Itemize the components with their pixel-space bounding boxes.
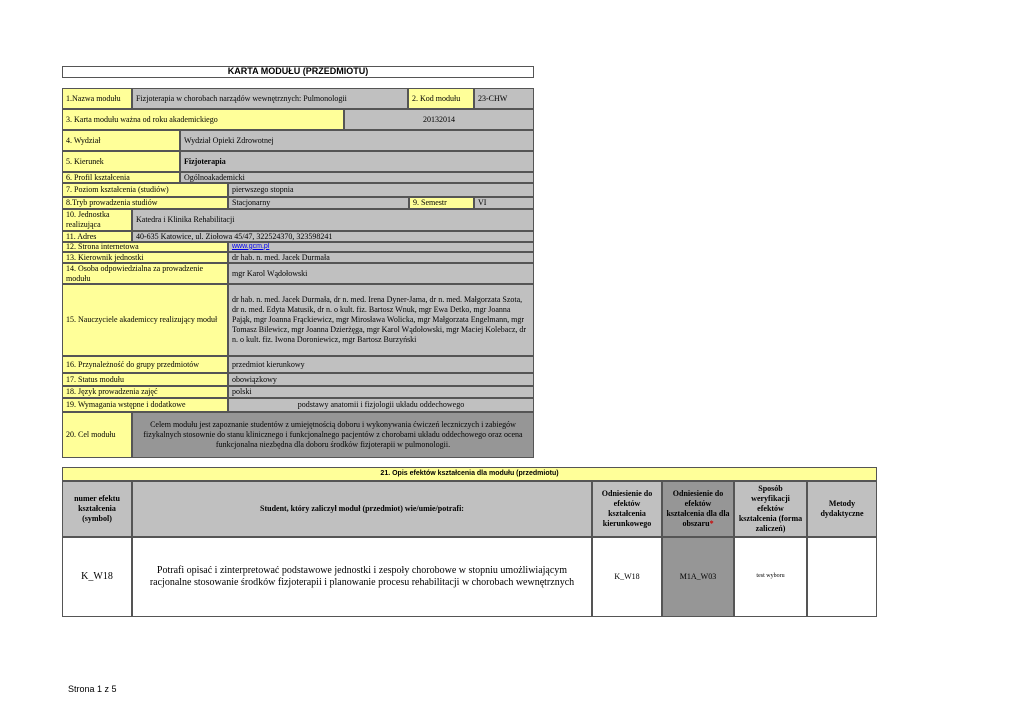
study-level-label: 7. Poziom kształcenia (studiów) xyxy=(62,183,228,197)
unit-value: Katedra i Klinika Rehabilitacji xyxy=(132,209,534,231)
module-goal-value: Celem modułu jest zapoznanie studentów z umiejętnością doboru i wykonywania ćwiczeń leczniczych i zabiegów fizykalnych stosownie do stanu klinicznego i funkcjonalnego pacjentów z chorobami układu oddechowego oraz ocena funkcjonalna niezbędna dla doboru środków fizjoterapii w pulmonologii. xyxy=(132,412,534,458)
effect-symbol: K_W18 xyxy=(62,537,132,617)
module-status-value: obowiązkowy xyxy=(228,373,534,386)
language-label: 18. Język prowadzenia zajęć xyxy=(62,386,228,398)
semester-value: VI xyxy=(474,197,534,209)
card-title: KARTA MODUŁU (PRZEDMIOTU) xyxy=(62,66,534,78)
effects-header-ref-area-mark: * xyxy=(709,519,714,528)
unit-head-label: 13. Kierownik jednostki xyxy=(62,252,228,263)
website-link[interactable]: www.gcm.pl xyxy=(232,242,270,250)
effects-title: 21. Opis efektów kształcenia dla modułu (przedmiotu) xyxy=(62,467,877,481)
module-code-value: 23-CHW xyxy=(474,88,534,109)
effects-header-ref-kier: Odniesienie do efektów kształcenia kierunkowego xyxy=(592,481,662,537)
module-name-value: Fizjoterapia w chorobach narządów wewnętrznych: Pulmonologii xyxy=(132,88,408,109)
website-label: 12. Strona internetowa xyxy=(62,242,228,252)
study-level-value: pierwszego stopnia xyxy=(228,183,534,197)
prerequisites-value: podstawy anatomii i fizjologii układu oddechowego xyxy=(228,398,534,412)
study-mode-value: Stacjonarny xyxy=(228,197,409,209)
effect-verify: test wyboru xyxy=(734,537,807,617)
study-mode-label: 8.Tryb prowadzenia studiów xyxy=(62,197,228,209)
semester-label: 9. Semestr xyxy=(409,197,474,209)
website-value xyxy=(228,242,534,252)
module-goal-label: 20. Cel modułu xyxy=(62,412,132,458)
prerequisites-label: 19. Wymagania wstępne i dodatkowe xyxy=(62,398,228,412)
effects-header-ref-area-text: Odniesienie do efektów kształcenia dla dla obszaru xyxy=(666,489,730,528)
academic-year-value: 20132014 xyxy=(344,109,534,130)
field-of-study-label: 5. Kierunek xyxy=(62,151,180,172)
profile-value: Ogólnoakademicki xyxy=(180,172,534,183)
module-name-label: 1.Nazwa modułu xyxy=(62,88,132,109)
effects-header-symbol: numer efektu kształcenia (symbol) xyxy=(62,481,132,537)
effects-header-methods: Metody dydaktyczne xyxy=(807,481,877,537)
responsible-person-value: mgr Karol Wądołowski xyxy=(228,263,534,284)
effect-ref-area: M1A_W03 xyxy=(662,537,734,617)
faculty-label: 4. Wydział xyxy=(62,130,180,151)
teachers-label: 15. Nauczyciele akademiccy realizujący moduł xyxy=(62,284,228,356)
address-value: 40-635 Katowice, ul. Ziołowa 45/47, 322524370, 323598241 xyxy=(132,231,534,242)
module-status-label: 17. Status modułu xyxy=(62,373,228,386)
effect-methods xyxy=(807,537,877,617)
unit-head-value: dr hab. n. med. Jacek Durmała xyxy=(228,252,534,263)
address-label: 11. Adres xyxy=(62,231,132,242)
field-of-study-value: Fizjoterapia xyxy=(180,151,534,172)
effects-header-student: Student, który zaliczył moduł (przedmiot) wie/umie/potrafi: xyxy=(132,481,592,537)
subject-group-value: przedmiot kierunkowy xyxy=(228,356,534,373)
effect-description: Potrafi opisać i zinterpretować podstawowe jednostki i zespoły chorobowe w stopniu umożliwiającym racjonalne stosowanie środków fizjoterapii i planowanie procesu rehabilitacji w chorobach wewnętrznych xyxy=(132,537,592,617)
language-value: polski xyxy=(228,386,534,398)
module-code-label: 2. Kod modułu xyxy=(408,88,474,109)
subject-group-label: 16. Przynależność do grupy przedmiotów xyxy=(62,356,228,373)
page-number: Strona 1 z 5 xyxy=(68,684,117,694)
unit-label: 10. Jednostka realizująca xyxy=(62,209,132,231)
academic-year-label: 3. Karta modułu ważna od roku akademickiego xyxy=(62,109,344,130)
profile-label: 6. Profil kształcenia xyxy=(62,172,180,183)
teachers-value: dr hab. n. med. Jacek Durmała, dr n. med. Irena Dyner-Jama, dr n. med. Małgorzata Szota, dr n. med. Edyta Matusik, dr n. o kult. fiz. Bartosz Wnuk, mgr Ewa Detko, mgr Joanna Pająk, mgr Joanna Frąckiewicz, mgr Mirosława Wolicka, mgr Małgorzata Engelmann, mgr Tomasz Bilewicz, mgr Joanna Dzierżęga, mgr Karol Wądołowski, mgr Maciej Kolebacz, dr n. o kult. fiz. Iwona Doroniewicz, mgr Bartosz Burzyński xyxy=(228,284,534,356)
effects-header-verify: Sposób weryfikacji efektów kształcenia (forma zaliczeń) xyxy=(734,481,807,537)
responsible-person-label: 14. Osoba odpowiedzialna za prowadzenie modułu xyxy=(62,263,228,284)
effect-ref-kier: K_W18 xyxy=(592,537,662,617)
effects-header-ref-area xyxy=(662,481,734,537)
faculty-value: Wydział Opieki Zdrowotnej xyxy=(180,130,534,151)
